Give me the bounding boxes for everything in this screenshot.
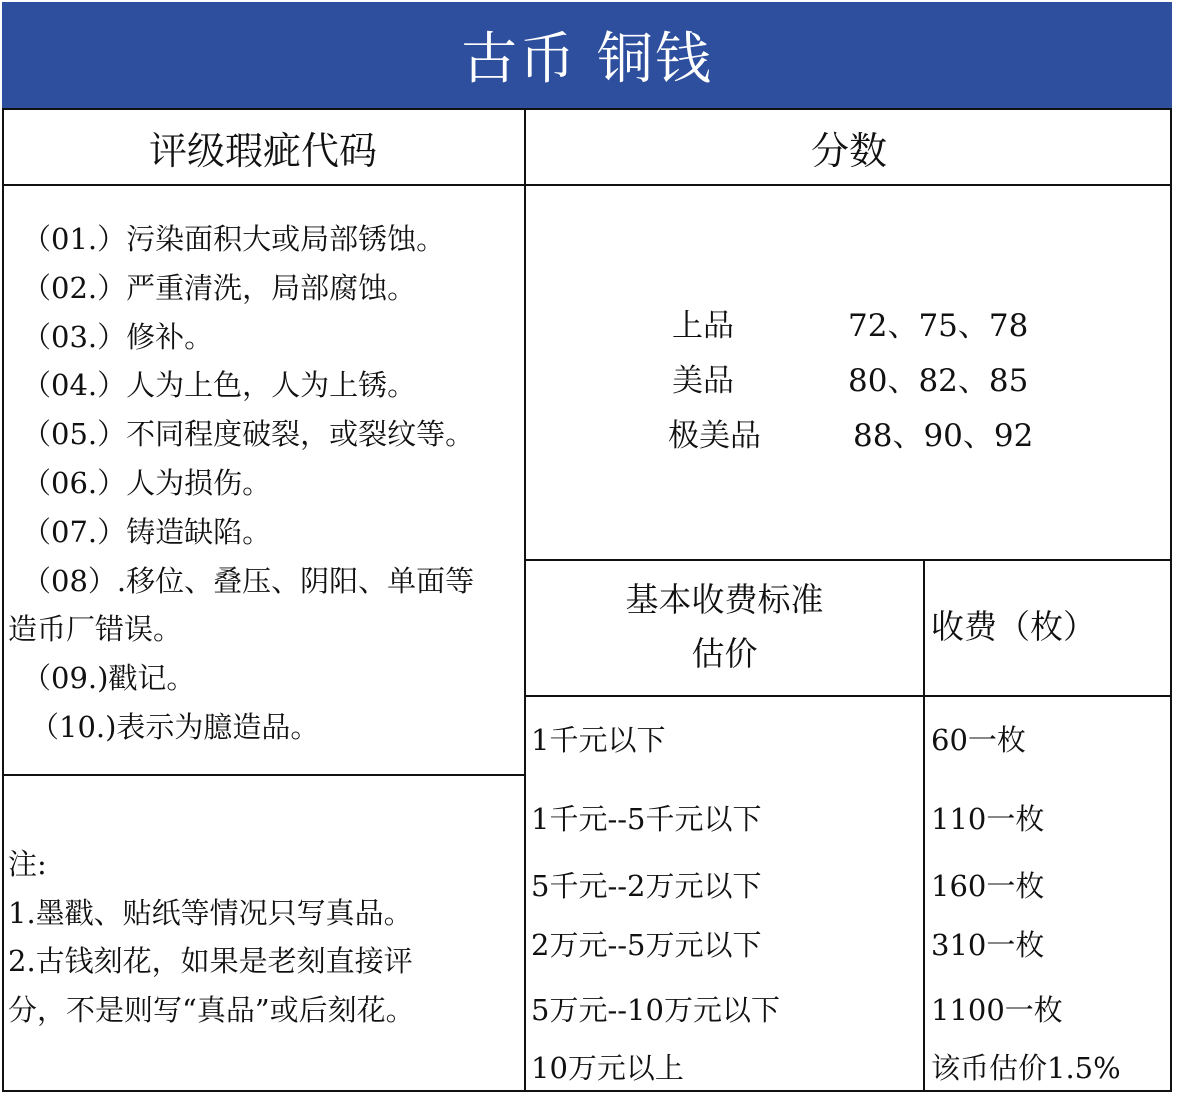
list-item: （02.）严重清洗，局部腐蚀。	[22, 270, 417, 305]
fee-range: 2万元--5万元以下	[531, 928, 762, 962]
grade-scores: 80、82、85	[848, 363, 1029, 399]
divider	[923, 560, 925, 1092]
grade-scores: 88、90、92	[853, 418, 1034, 454]
fee-range: 1千元以下	[531, 723, 666, 757]
fee-amount: 1100一枚	[931, 993, 1063, 1027]
list-item: （09.)戳记。	[22, 661, 196, 696]
page-title: 古币 铜钱	[2, 2, 1172, 110]
fee-amount: 该币估价1.5%	[931, 1051, 1121, 1085]
grade-name: 美品	[672, 363, 734, 399]
divider	[525, 695, 1172, 697]
defect-code-list	[8, 215, 523, 752]
notes-block	[8, 840, 523, 1034]
list-item: （04.）人为上色，人为上锈。	[22, 368, 417, 403]
list-item: （05.）不同程度破裂，或裂纹等。	[22, 417, 475, 452]
fee-range: 10万元以上	[531, 1051, 684, 1085]
note-item: 1.墨戳、贴纸等情况只写真品。	[8, 895, 413, 930]
note-item: 分，不是则写“真品”或后刻花。	[8, 992, 415, 1027]
header-score: 分数	[810, 129, 887, 173]
grade-name: 上品	[672, 308, 734, 344]
notes-label: 注:	[8, 847, 47, 881]
list-item: （06.）人为损伤。	[22, 465, 272, 500]
fee-header: 收费（枚）	[931, 607, 1096, 646]
fee-amount: 60一枚	[931, 723, 1026, 757]
list-item: 造币厂错误。	[8, 612, 183, 647]
list-item: （07.）铸造缺陷。	[22, 514, 272, 549]
fee-range: 1千元--5千元以下	[531, 802, 762, 836]
list-item: （01.）污染面积大或局部锈蚀。	[22, 222, 446, 256]
fee-standard-header-line2: 估价	[691, 634, 758, 673]
fee-amount: 310一枚	[931, 928, 1045, 962]
divider	[2, 774, 525, 776]
fee-amount: 160一枚	[931, 869, 1045, 903]
fee-standard-header	[526, 573, 923, 681]
divider	[525, 559, 1172, 561]
header-defect-codes: 评级瑕疵代码	[148, 129, 377, 173]
fee-standard-header-line1: 基本收费标准	[625, 580, 824, 619]
list-item: （10.)表示为臆造品。	[30, 709, 320, 744]
grade-name: 极美品	[668, 418, 761, 454]
grade-scores: 72、75、78	[848, 308, 1029, 344]
list-item: （08）.移位、叠压、阴阳、单面等	[22, 563, 475, 598]
note-item: 2.古钱刻花，如果是老刻直接评	[8, 944, 413, 978]
fee-amount: 110一枚	[931, 802, 1045, 836]
fee-range: 5千元--2万元以下	[531, 869, 762, 903]
fee-range: 5万元--10万元以下	[531, 993, 780, 1027]
list-item: （03.）修补。	[22, 319, 214, 354]
